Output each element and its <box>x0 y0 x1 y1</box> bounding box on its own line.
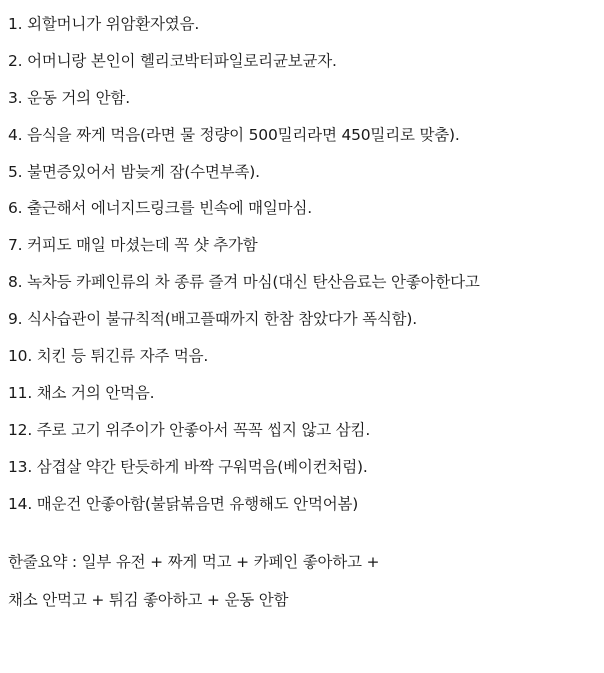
summary-line-2: 채소 안먹고 + 튀김 좋아하고 + 운동 안함 <box>8 590 289 609</box>
list-item-5: 5. 불면증있어서 밤늦게 잠(수면부족). <box>8 162 260 181</box>
numbered-list <box>8 14 600 514</box>
summary-line-1: 한줄요약 : 일부 유전 + 짜게 먹고 + 카페인 좋아하고 + <box>8 552 380 571</box>
list-item-14: 14. 매운건 안좋아함(불닭볶음면 유행해도 안먹어봄) <box>8 494 359 513</box>
list-item-1: 1. 외할머니가 위암환자였음. <box>8 15 200 33</box>
list-item-10: 10. 치킨 등 튀긴류 자주 먹음. <box>8 347 209 366</box>
list-item-2: 2. 어머니랑 본인이 헬리코박터파일로리균보균자. <box>8 51 337 70</box>
list-item-6: 6. 출근해서 에너지드링크를 빈속에 매일마심. <box>8 199 312 218</box>
list-item-9: 9. 식사습관이 불규칙적(배고플때까지 한참 참았다가 폭식함). <box>8 310 417 329</box>
list-item-8: 8. 녹차등 카페인류의 차 종류 즐겨 마심(대신 탄산음료는 안좋아한다고 <box>8 273 480 292</box>
summary-block <box>8 552 600 610</box>
list-item-4: 4. 음식을 짜게 먹음(라면 물 정량이 500밀리라면 450밀리로 맞춤). <box>8 125 460 144</box>
list-item-7: 7. 커피도 매일 마셨는데 꼭 샷 추가함 <box>8 236 258 255</box>
list-item-3: 3. 운동 거의 안함. <box>8 88 130 107</box>
document-body <box>8 14 600 628</box>
list-item-11: 11. 채소 거의 안먹음. <box>8 383 155 402</box>
list-item-12: 12. 주로 고기 위주이가 안좋아서 꼭꼭 씹지 않고 삼킴. <box>8 420 371 439</box>
list-item-13: 13. 삼겹살 약간 탄듯하게 바짝 구워먹음(베이컨처럼). <box>8 457 368 476</box>
